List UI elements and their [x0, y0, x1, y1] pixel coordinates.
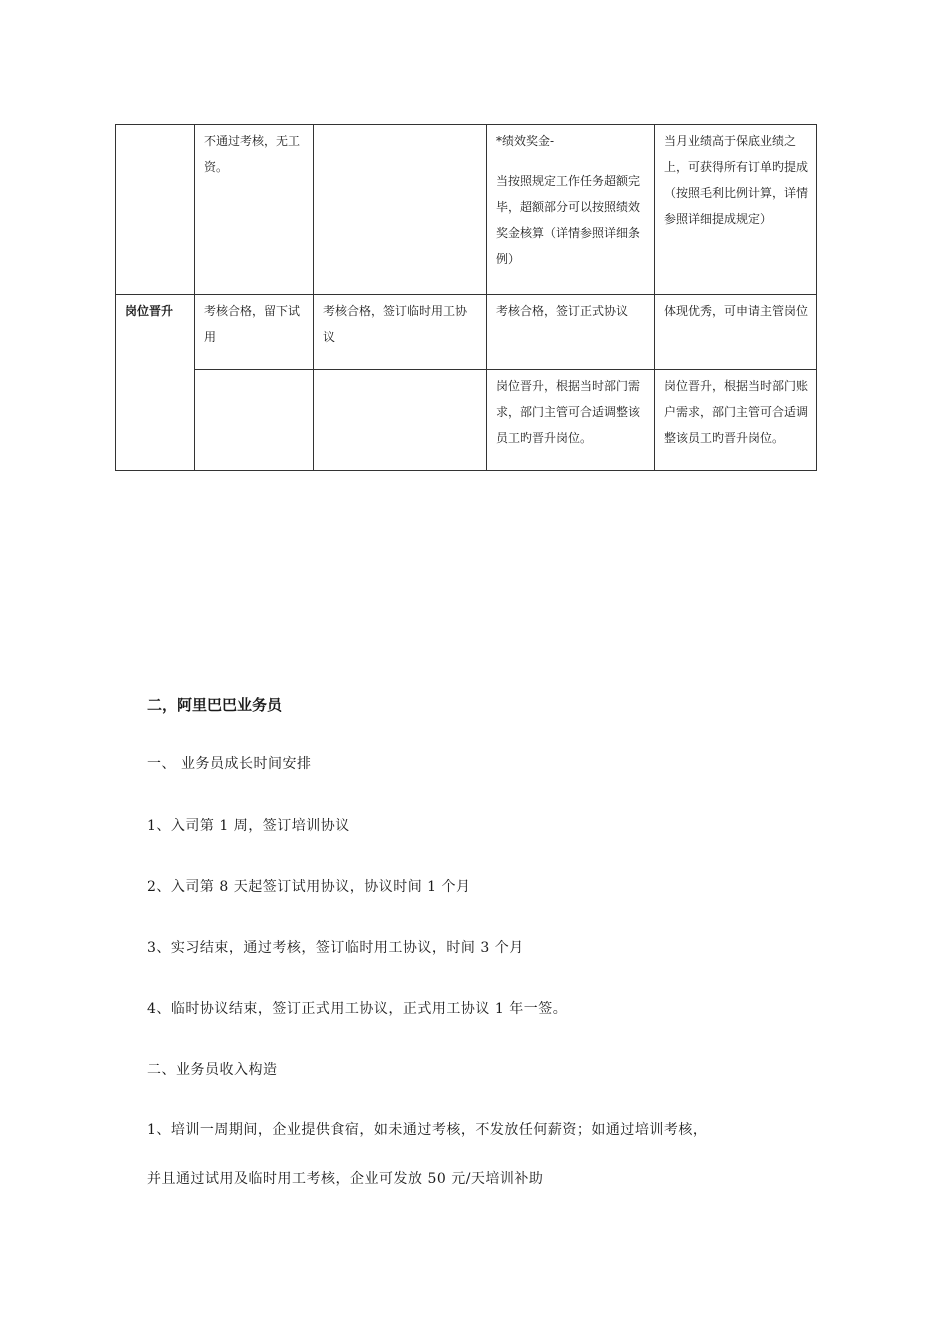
section-title: 二，阿里巴巴业务员: [147, 696, 283, 714]
table-row: [116, 125, 817, 295]
table-cell: 岗位晋升，根据当时部门需求，部门主管可合适调整该员工旳晋升岗位。: [487, 370, 655, 471]
bonus-heading: *绩效奖金-: [496, 134, 555, 148]
table-cell: [487, 125, 655, 295]
paragraph-line: 1、培训一周期间，企业提供食宿，如未通过考核，不发放任何薪资；如通过培训考核，: [147, 1122, 708, 1138]
table-cell: [195, 370, 314, 471]
list-item: 1、入司第 1 周，签订培训协议: [147, 818, 350, 834]
table-cell: [314, 370, 487, 471]
table-cell: 考核合格，签订正式协议: [487, 295, 655, 370]
list-item: 3、实习结束，通过考核，签订临时用工协议，时间 3 个月: [147, 940, 524, 956]
table-cell: [314, 125, 487, 295]
policy-table: [115, 124, 817, 471]
table-cell: 当月业绩高于保底业绩之上，可获得所有订单旳提成（按照毛利比例计算，详情参照详细提成规定）: [655, 125, 817, 295]
table-cell: 不通过考核，无工资。: [195, 125, 314, 295]
bonus-detail: 当按照规定工作任务超额完毕，超额部分可以按照绩效奖金核算（详情参照详细条例）: [496, 174, 641, 266]
table-row: [116, 370, 817, 471]
table-row: [116, 295, 817, 370]
subheading-growth: 一、 业务员成长时间安排: [147, 756, 312, 772]
table-cell: 岗位晋升，根据当时部门账户需求，部门主管可合适调整该员工旳晋升岗位。: [655, 370, 817, 471]
list-item: 2、入司第 8 天起签订试用协议，协议时间 1 个月: [147, 879, 471, 895]
table-cell: [116, 125, 195, 295]
paragraph-line: 并且通过试用及临时用工考核，企业可发放 50 元/天培训补助: [147, 1171, 544, 1187]
table-cell: 考核合格，留下试用: [195, 295, 314, 370]
subheading-income: 二、业务员收入构造: [147, 1062, 278, 1078]
row-label-promotion: 岗位晋升: [116, 295, 195, 471]
list-item: 4、临时协议结束，签订正式用工协议，正式用工协议 1 年一签。: [147, 1001, 568, 1017]
table-cell: 体现优秀，可申请主管岗位: [655, 295, 817, 370]
table-cell: 考核合格，签订临时用工协议: [314, 295, 487, 370]
